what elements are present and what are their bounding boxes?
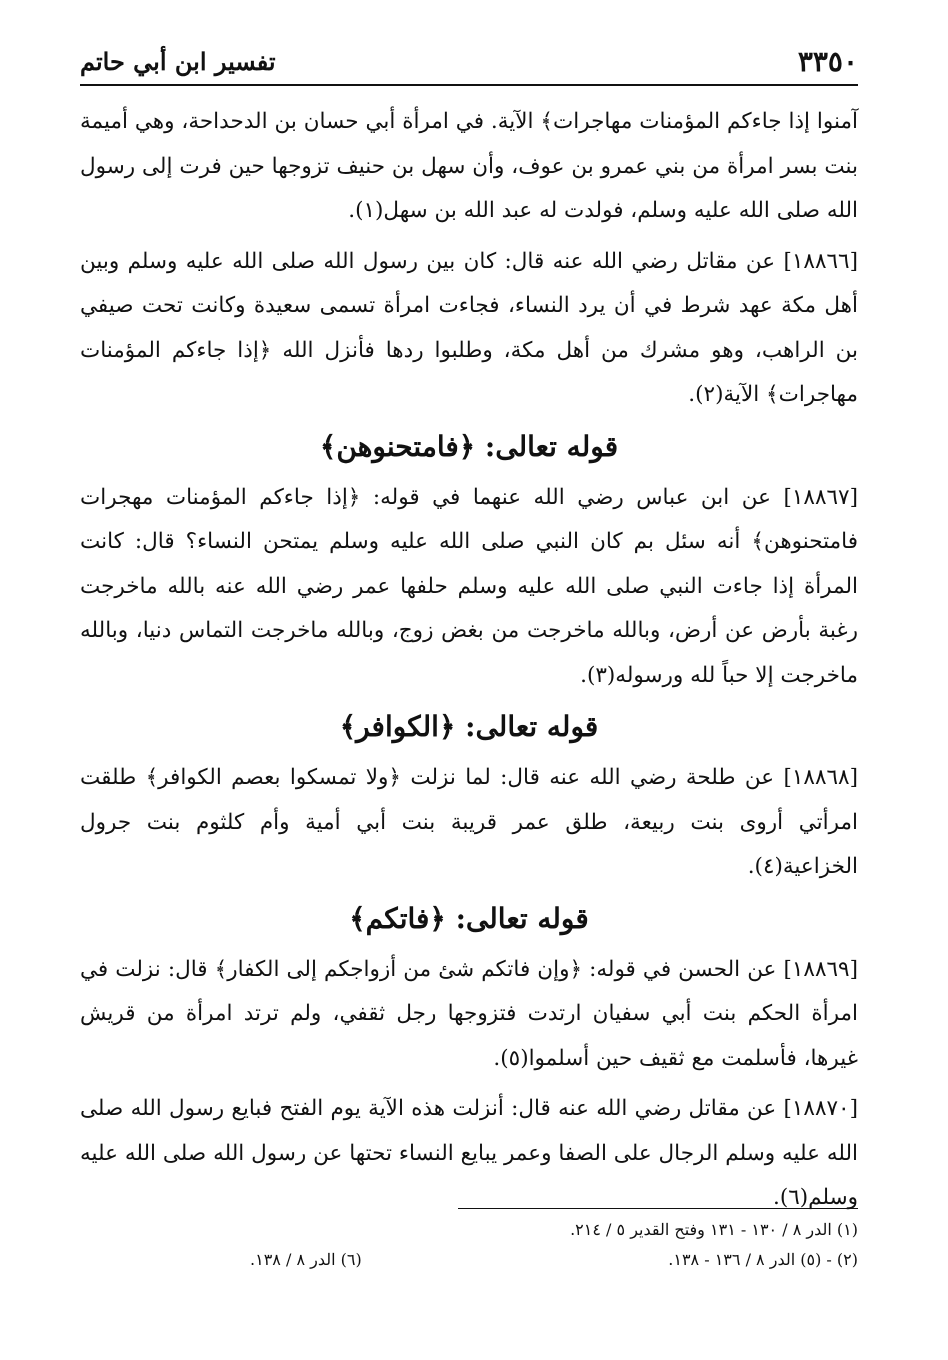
narration-18870: [١٨٨٧٠] عن مقاتل رضي الله عنه قال: أنزلت هذه الآية يوم الفتح فبايع رسول الله صلى الله عليه وسلم الرجال على الصفا وعمر يبايع النساء تحتها عن رسول الله صلى الله عليه وسلم(٦).	[80, 1096, 858, 1210]
narration-18868: [١٨٨٦٨] عن طلحة رضي الله عنه قال: لما نزلت ﴿ولا تمسكوا بعصم الكوافر﴾ طلقت امرأتي أروى بنت ربيعة، طلق عمر قريبة بنت أبي أمية وأم كلثوم بنت جرول الخزاعية(٤).	[80, 765, 858, 879]
footnote-1: (١) الدر ٨ / ١٣٠ - ١٣١ وفتح القدير ٥ / ٢١٤.	[570, 1220, 858, 1239]
footnote-row	[80, 1215, 858, 1245]
page-number: ٣٣٥٠	[797, 45, 858, 78]
narration-18867: [١٨٨٦٧] عن ابن عباس رضي الله عنهما في قوله: ﴿إذا جاءكم المؤمنات مهجرات فامتحنوهن﴾ أنه سئل بم كان النبي صلى الله عليه وسلم يمتحن النساء؟ قال: كانت المرأة إذا جاءت النبي صلى الله عليه وسلم حلفها عمر رضي الله عنه بالله ماخرجت رغبة بأرض عن أرض، وبالله ماخرجت من بغض زوج، وبالله ماخرجت التماس دنيا، وبالله ماخرجت إلا حباً لله ورسوله(٣).	[80, 484, 858, 688]
page-header	[80, 36, 858, 86]
paragraph-continuation: آمنوا إذا جاءكم المؤمنات مهاجرات﴾ الآية. في امرأة أبي حسان بن الدحداحة، وهي أميمة بنت بسر امرأة من بني عمرو بن عوف، وأن سهل بن حنيف تزوجها حين فرت إلى رسول الله صلى الله عليه وسلم، فولدت له عبد الله بن سهل(١).	[80, 109, 858, 223]
footnote-divider	[458, 1208, 858, 1209]
book-title: تفسير ابن أبي حاتم	[80, 47, 276, 76]
footnote-6: (٦) الدر ٨ / ١٣٨.	[250, 1250, 362, 1269]
section-heading-fatakum: قوله تعالى: ﴿فاتكم﴾	[349, 901, 589, 935]
footnote-row	[80, 1245, 858, 1275]
narration-18869: [١٨٨٦٩] عن الحسن في قوله: ﴿وإن فاتكم شئ من أزواجكم إلى الكفار﴾ قال: نزلت في امرأة الحكم بنت أبي سفيان ارتدت فتزوجها رجل ثقفي، ولم ترتد امرأة من قريش غيرها، فأسلمت مع ثقيف حين أسلموا(٥).	[80, 956, 858, 1071]
footnote-2-5: (٢) - (٥) الدر ٨ / ١٣٦ - ١٣٨.	[668, 1250, 858, 1269]
section-heading-alkawafir: قوله تعالى: ﴿الكوافر﴾	[339, 710, 599, 743]
page-content	[80, 100, 858, 1227]
section-heading-famtahinuhunna: قوله تعالى: ﴿فامتحنوهن﴾	[319, 429, 619, 463]
narration-18866: [١٨٨٦٦] عن مقاتل رضي الله عنه قال: كان بين رسول الله صلى الله عليه وسلم وبين أهل مكة عهد شرط في أن يرد النساء، فجاءت امرأة تسمى سعيدة وكانت تحت صيفي بن الراهب، وهو مشرك من أهل مكة، وطلبوا ردها فأنزل الله ﴿إذا جاءكم المؤمنات مهاجرات﴾ الآية(٢).	[80, 248, 858, 407]
footnotes	[80, 1208, 858, 1275]
